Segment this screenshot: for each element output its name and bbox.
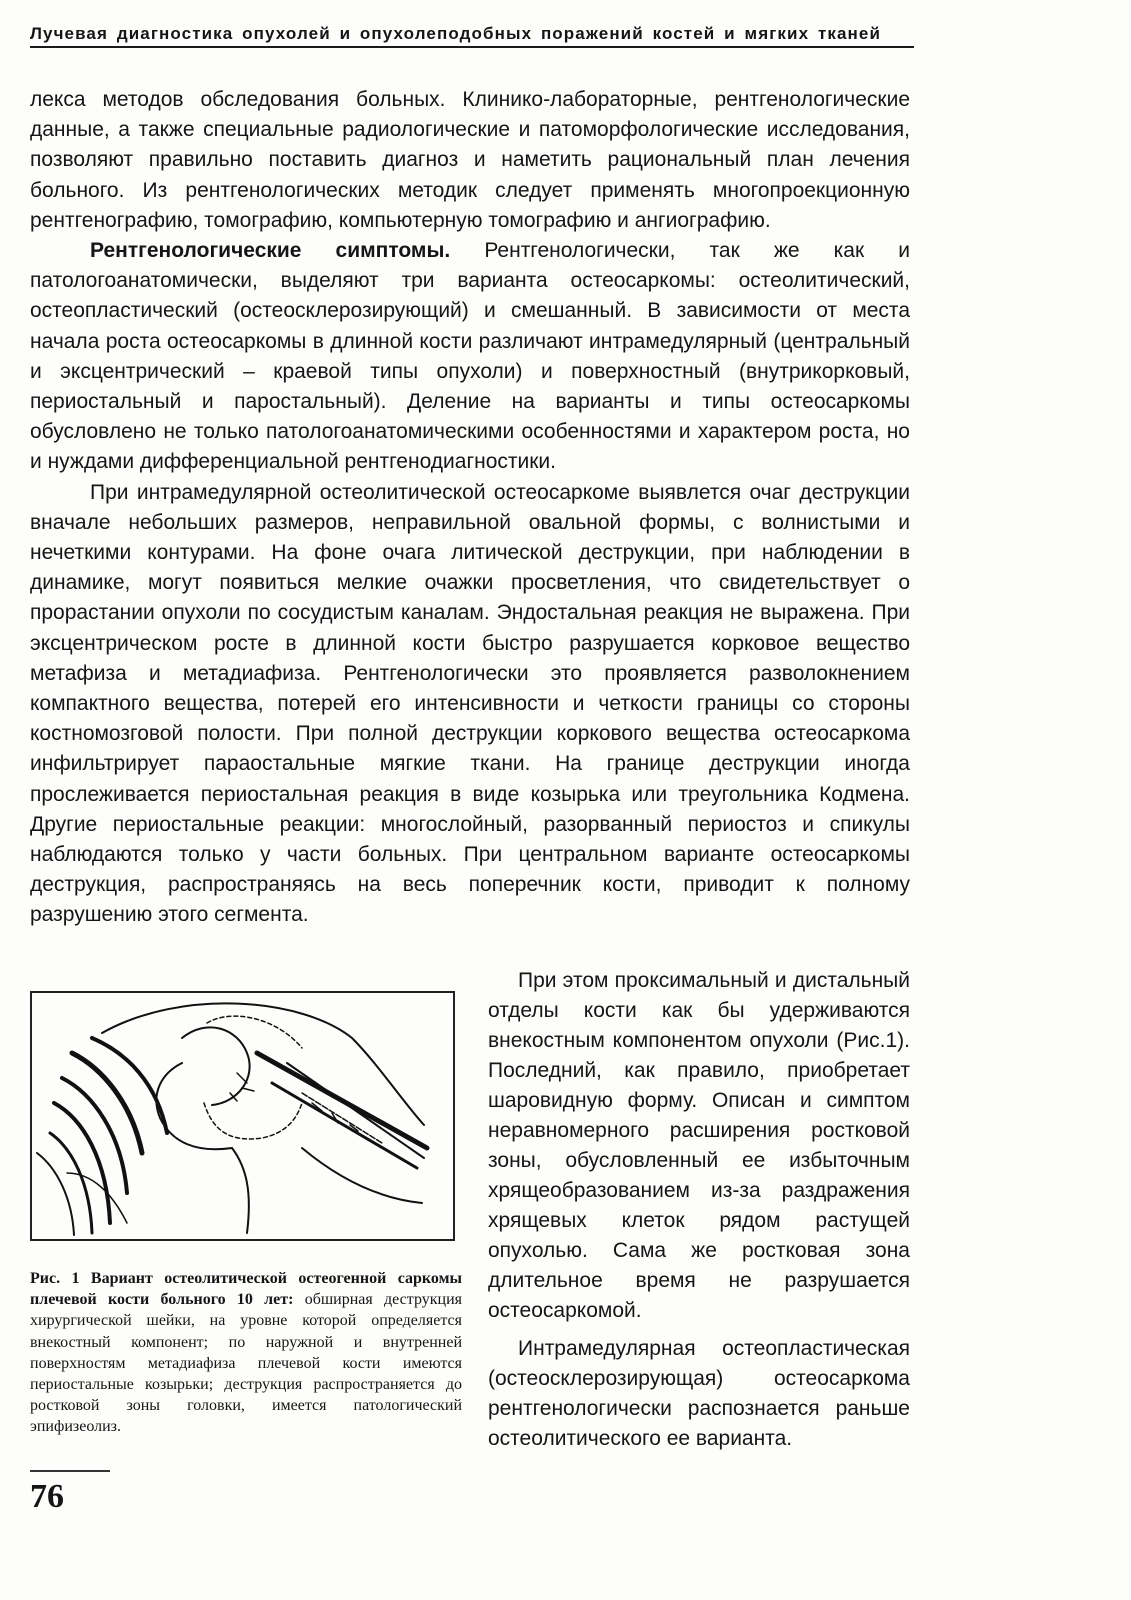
main-text: [30, 85, 910, 931]
caption-title: Рис. 1 Вариант остеолитической остеогенной саркомы плечевой кости больного 10 лет:: [30, 1270, 462, 1309]
paragraph-text: Рентгенологически, так же как и патологоанатомически, выделяют три варианта остеосаркомы: остеолитический, остеопластический (остеосклерозирующий) и смешанный. В зависимости от места начала роста остеосаркомы в длинной кости различают интрамедулярный (центральный и эксцентрический – краевой типы опухоли) и поверхностный (внутрикорковый, периостальный и паростальный). Деление на варианты и типы остеосаркомы обусловлено не только патологоанатомическими особенностями и характером роста, но и нуждами дифференциальной рентгенодиагностики.: [30, 239, 910, 474]
figure-1: [30, 991, 455, 1241]
section-heading: Рентгенологические симптомы.: [90, 239, 451, 263]
running-header: Лучевая диагностика опухолей и опухолеподобных поражений костей и мягких тканей: [30, 24, 882, 43]
paragraph-extraosseous: При этом проксимальный и дистальный отделы кости как бы удерживаются внекостным компонентом опухоли (Рис.1). Последний, как правило, приобретает шаровидную форму. Описан и симптом неравномерного расширения ростковой зоны, обусловленный ее избыточным хрящеобразованием из-за раздражения хрящевых клеток рядом растущей опухолью. Сама же ростковая зона длительное время не разрушается остеосаркомой.: [488, 969, 910, 1322]
header-rule: [30, 46, 914, 48]
caption-text: обширная деструкция хирургической шейки, на уровне которой определяется внекостный компонент; по наружной и внутренней поверхностям метадиафиза плечевой кости имеются периостальные козырьки; деструкция распространяется до ростковой зоны головки, имеется патологический эпифизеолиз.: [30, 1291, 462, 1436]
paragraph-intramedullary: При интрамедулярной остеолитической остеосаркоме выявлется очаг деструкции вначале небольших размеров, неправильной овальной формы, с волнистыми и нечеткими контурами. На фоне очага литической деструкции, при наблюдении в динамике, могут появиться мелкие очажки просветления, что свидетельствует о прорастании опухоли по сосудистым каналам. Эндостальная реакция не выражена. При эксцентрическом росте в длинной кости быстро разрушается корковое вещество метафиза и метадиафиза. Рентгенологически это проявляется разволокнением компактного вещества, потерей его интенсивности и четкости границы со стороны костномозговой полости. При полной деструкции коркового вещества остеосаркома инфильтрирует параостальные мягкие ткани. На границе деструкции иногда прослеживается периостальная реакция в виде козырька или треугольника Кодмена. Другие периостальные реакции: многослойный, разорванный периостоз и спикулы наблюдаются только у части больных. При центральном варианте остеосаркомы деструкция, распространяясь на весь поперечник кости, приводит к полному разрушению этого сегмента.: [30, 480, 910, 927]
figure-caption: [30, 1268, 462, 1438]
right-column-text: [488, 966, 910, 1454]
footer-rule: [30, 1470, 110, 1472]
humerus-drawing: [32, 993, 453, 1239]
page-number: 76: [30, 1478, 64, 1515]
paragraph-continuation: лекса методов обследования больных. Клинико-лабораторные, рентгенологические данные, а также специальные радиологические и патоморфологические исследования, позволяют правильно поставить диагноз и наметить рациональный план лечения больного. Из рентгенологических методик следует применять многопроекционную рентгенографию, томографию, компьютерную томографию и ангиографию.: [30, 88, 910, 232]
paragraph-osteoplastic: Интрамедулярная остеопластическая (остеосклерозирующая) остеосаркома рентгенологически распознается раньше остеолитического ее варианта.: [488, 1337, 910, 1450]
paragraph-radiological-symptoms: [30, 236, 910, 478]
